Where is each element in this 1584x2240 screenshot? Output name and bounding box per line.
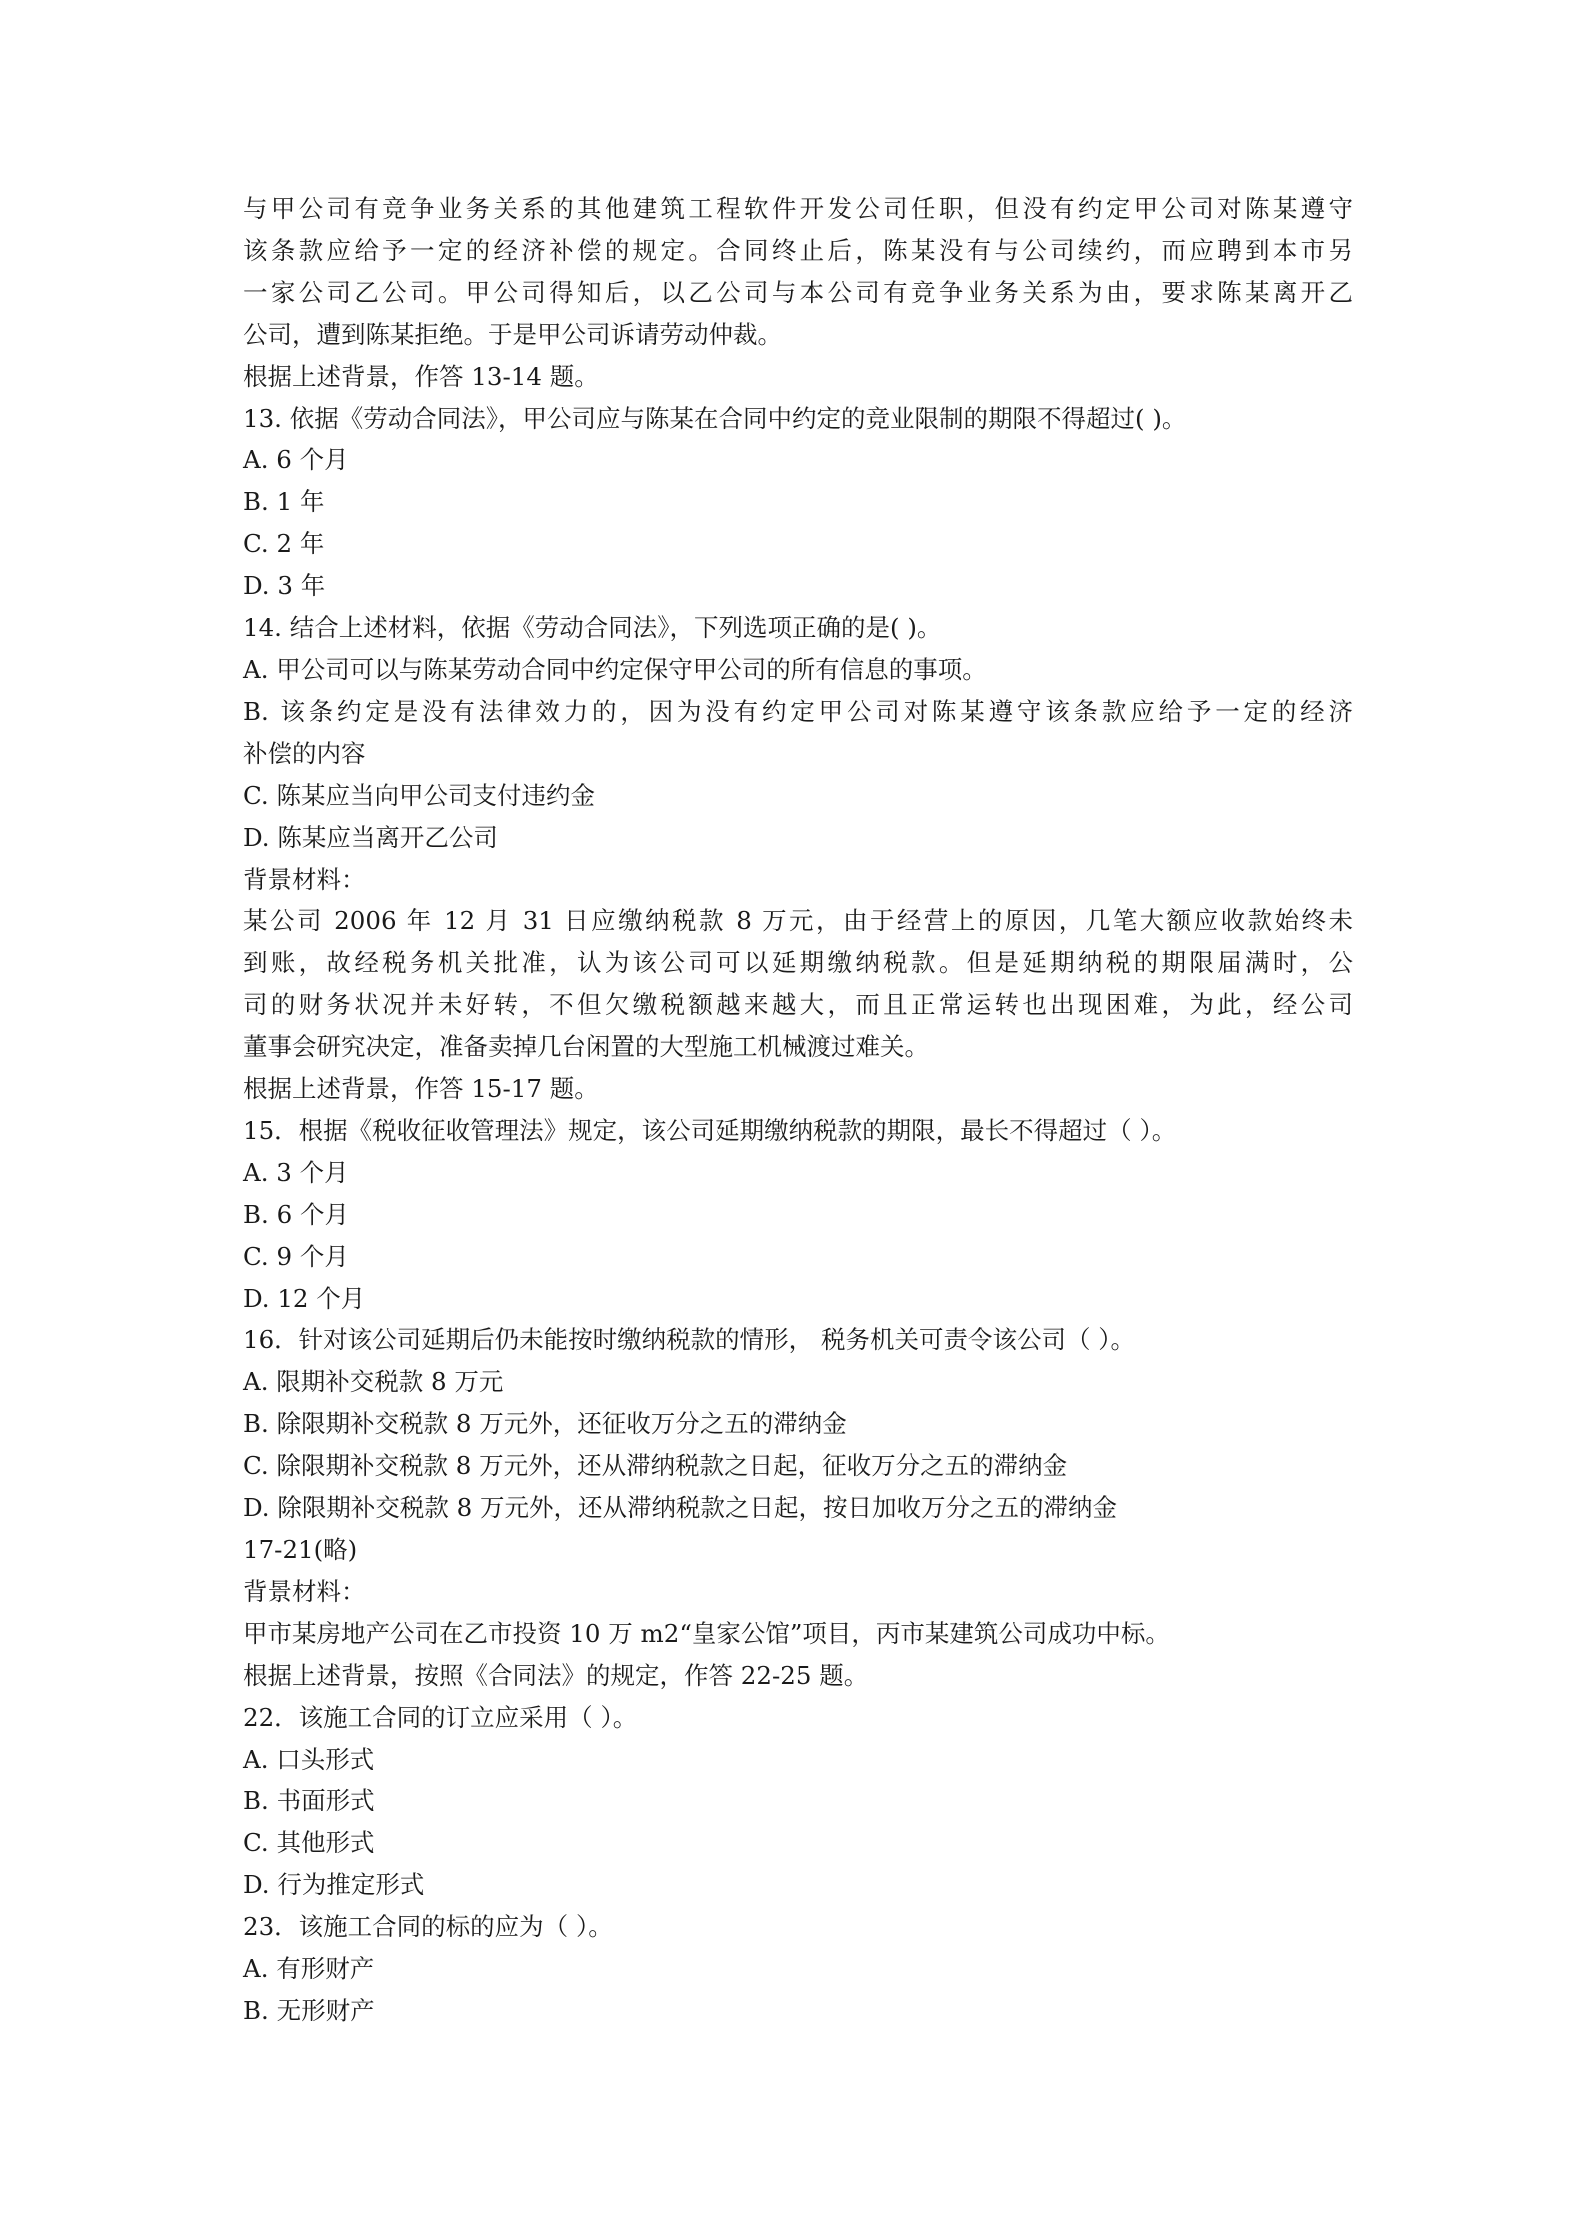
text-line: 14. 结合上述材料，依据《劳动合同法》，下列选项正确的是( )。	[243, 613, 942, 643]
text-line: 背景材料：	[243, 1576, 366, 1606]
text-line: 15．根据《税收征收管理法》规定，该公司延期缴纳税款的期限，最长不得超过（ ）。	[243, 1115, 1177, 1145]
text-line: 13. 依据《劳动合同法》，甲公司应与陈某在合同中约定的竞业限制的期限不得超过( )。	[243, 403, 1187, 433]
text-line: A. 口头形式	[243, 1744, 375, 1774]
text-line: B. 无形财产	[243, 1995, 375, 2025]
text-line: B. 1 年	[243, 487, 325, 517]
text-line: A. 限期补交税款 8 万元	[243, 1367, 504, 1397]
text-line: C. 除限期补交税款 8 万元外，还从滞纳税款之日起，征收万分之五的滞纳金	[243, 1451, 1068, 1481]
text-line: C. 2 年	[243, 529, 325, 559]
text-line: 23．该施工合同的标的应为（ ）。	[243, 1912, 613, 1942]
text-line: B. 书面形式	[243, 1786, 375, 1816]
text-line: B. 6 个月	[243, 1199, 349, 1229]
text-line: A. 3 个月	[243, 1157, 349, 1187]
text-line: 22．该施工合同的订立应采用（ ）。	[243, 1702, 638, 1732]
text-line: 司的财务状况并未好转，不但欠缴税额越来越大，而且正常运转也出现困难，为此，经公司	[243, 990, 1353, 1020]
text-line: D. 陈某应当离开乙公司	[243, 822, 498, 852]
text-line: D. 12 个月	[243, 1283, 366, 1313]
text-line: 到账，故经税务机关批准，认为该公司可以延期缴纳税款。但是延期纳税的期限届满时，公	[243, 948, 1353, 978]
text-line: 背景材料：	[243, 864, 366, 894]
text-line: 与甲公司有竞争业务关系的其他建筑工程软件开发公司任职，但没有约定甲公司对陈某遵守	[243, 194, 1353, 223]
text-line: 根据上述背景，作答 13-14 题。	[243, 361, 599, 391]
text-line: B. 除限期补交税款 8 万元外，还征收万分之五的滞纳金	[243, 1409, 847, 1439]
text-line: D. 3 年	[243, 571, 326, 601]
text-line: 该条款应给予一定的经济补偿的规定。合同终止后，陈某没有与公司续约，而应聘到本市另	[243, 235, 1353, 265]
text-line: 一家公司乙公司。甲公司得知后，以乙公司与本公司有竞争业务关系为由，要求陈某离开乙	[243, 277, 1353, 307]
text-line: A. 有形财产	[243, 1954, 375, 1984]
text-line: 根据上述背景，按照《合同法》的规定，作答 22-25 题。	[243, 1660, 869, 1690]
text-line: 董事会研究决定，准备卖掉几台闲置的大型施工机械渡过难关。	[243, 1032, 929, 1062]
document-body	[243, 188, 1353, 2032]
text-line: 公司，遭到陈某拒绝。于是甲公司诉请劳动仲裁。	[243, 319, 782, 349]
text-line: C. 陈某应当向甲公司支付违约金	[243, 780, 595, 810]
text-line: 17-21(略)	[243, 1535, 358, 1564]
text-line: C. 9 个月	[243, 1241, 349, 1271]
text-line: 补偿的内容	[243, 738, 366, 768]
text-line: D. 除限期补交税款 8 万元外，还从滞纳税款之日起，按日加收万分之五的滞纳金	[243, 1493, 1118, 1523]
text-line: 某公司 2006 年 12 月 31 日应缴纳税款 8 万元，由于经营上的原因，几笔大额应收款始终未	[243, 906, 1353, 936]
text-line: 16．针对该公司延期后仍未能按时缴纳税款的情形， 税务机关可责令该公司（ ）。	[243, 1325, 1135, 1355]
text-line: 甲市某房地产公司在乙市投资 10 万 m2“皇家公馆”项目，丙市某建筑公司成功中标。	[243, 1618, 1170, 1648]
text-line: C. 其他形式	[243, 1828, 375, 1858]
text-line: A. 甲公司可以与陈某劳动合同中约定保守甲公司的所有信息的事项。	[243, 654, 987, 684]
text-line: D. 行为推定形式	[243, 1870, 425, 1900]
text-line: B. 该条约定是没有法律效力的，因为没有约定甲公司对陈某遵守该条款应给予一定的经济	[243, 696, 1353, 726]
text-line: 根据上述背景，作答 15-17 题。	[243, 1074, 599, 1104]
text-line: A. 6 个月	[243, 445, 349, 475]
